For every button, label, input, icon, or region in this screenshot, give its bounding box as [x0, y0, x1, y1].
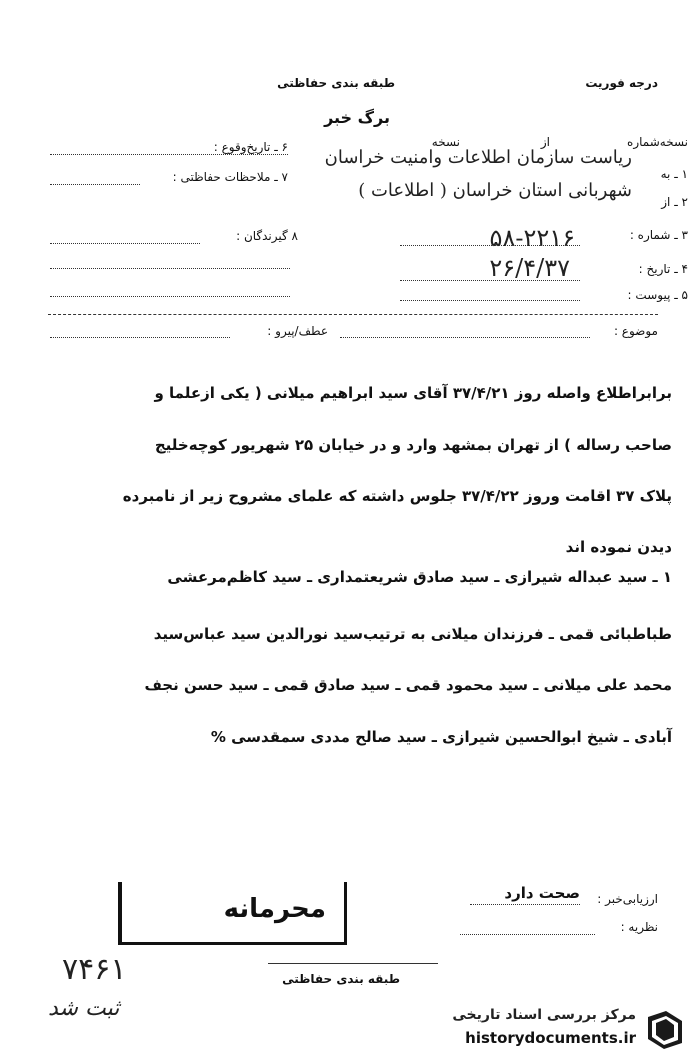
confidential-stamp [118, 882, 347, 945]
from-label: ۲ ـ از [661, 195, 688, 209]
assessment-line [470, 904, 580, 905]
number-label: ۳ ـ شماره : [629, 228, 688, 242]
subject-label: موضوع : [613, 324, 658, 338]
recipients-line-1 [50, 243, 200, 244]
reference-line [50, 337, 230, 338]
signature: ثبت شد [48, 996, 120, 1021]
watermark-url: historydocuments.ir [465, 1029, 636, 1047]
opinion-line [460, 934, 595, 935]
copy-number-label: نسخه‌شماره [627, 135, 688, 149]
body-line-8: آبادی ـ شیخ ابوالحسین شیرازی ـ سید صالح مددی سمقدسی % [210, 728, 672, 746]
subject-line [340, 337, 590, 338]
body-line-3: پلاک ۳۷ اقامت وروز ۳۷/۴/۲۲ جلوس داشته که علمای مشروح زیر از نامبرده [122, 487, 672, 505]
page-title: برگ خبر [324, 108, 390, 127]
copy-of-label: نسخه [431, 135, 460, 149]
assessment-label: ارزیابی‌خبر : [597, 892, 658, 906]
body-line-2: صاحب رساله ) از تهران بمشهد وارد و در خیابان ۲۵ شهریور کوچه‌خلیج [154, 436, 672, 454]
copy-from-label: از [540, 135, 550, 149]
reference-label: عطف/پیرو : [267, 324, 328, 338]
from-value: شهربانی استان خراسان ( اطلاعات ) [358, 180, 632, 201]
assessment-value: صحت دارد [504, 884, 580, 902]
date-value: ۲۶/۴/۳۷ [489, 254, 570, 282]
number-line [400, 245, 580, 246]
body-line-4: دیدن نموده اند [565, 538, 672, 556]
date-line [400, 280, 580, 281]
body-line-7: محمد علی میلانی ـ سید محمود قمی ـ سید صادق قمی ـ سید حسن نجف [144, 676, 672, 694]
opinion-label: نظریه : [620, 920, 658, 934]
event-date-label: ۶ ـ تاریخ‌وقوع : [213, 140, 288, 154]
stamp-text: محرمانه [223, 894, 326, 924]
classification-top: طبقه بندی حفاظتی [277, 76, 395, 90]
number-value: ۵۸-۲۲۱۶ [489, 224, 575, 252]
priority-label: درجه فوریت [585, 76, 658, 90]
body-line-1: برابراطلاع واصله روز ۳۷/۴/۲۱ آقای سید ابراهیم میلانی ( یکی ازعلما و [154, 384, 672, 402]
recipients-label: ۸ گیرندگان : [236, 229, 298, 243]
attachment-line [400, 300, 580, 301]
watermark [410, 1005, 688, 1055]
handwritten-number: ۷۴۶۱ [62, 952, 127, 987]
event-date-line [50, 154, 288, 155]
classification-bottom: طبقه بندی حفاظتی [282, 972, 400, 986]
recipients-line-2 [50, 268, 290, 269]
footer-divider [268, 963, 438, 964]
date-label: ۴ ـ تاریخ : [638, 262, 688, 276]
body-line-6: طباطبائی قمی ـ فرزندان میلانی به ترتیب‌سید نورالدین سید عباس‌سید [153, 625, 672, 643]
to-label: ۱ ـ به [660, 167, 688, 181]
body-line-5: ۱ ـ سید عبداله شیرازی ـ سید صادق شریعتمداری ـ سید کاظم‌مرعشی [167, 568, 672, 586]
security-notes-label: ۷ ـ ملاحظات حفاظتی : [172, 170, 288, 184]
security-notes-line [50, 184, 140, 185]
archive-logo-icon [642, 1007, 688, 1053]
attachment-label: ۵ ـ پیوست : [627, 288, 688, 302]
header-divider [48, 314, 658, 315]
watermark-text: مرکز بررسی اسناد تاریخی [452, 1007, 636, 1023]
recipients-line-3 [50, 296, 290, 297]
to-value: ریاست سازمان اطلاعات وامنیت خراسان [324, 147, 632, 168]
